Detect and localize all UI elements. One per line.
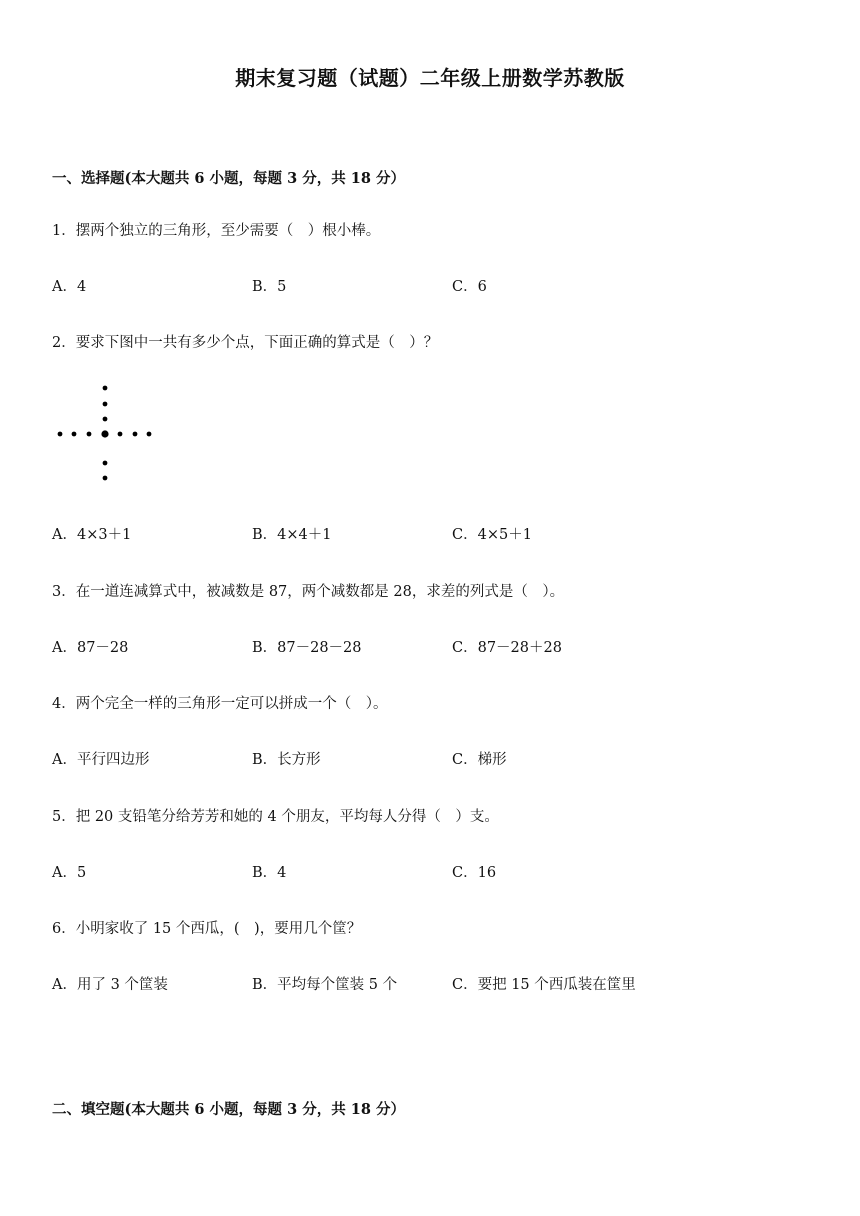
dot bbox=[103, 386, 108, 391]
dot bbox=[103, 476, 108, 481]
option-a: A．用了 3 个筐装 bbox=[52, 977, 168, 993]
dot-cross-figure bbox=[52, 380, 162, 490]
question-2-options bbox=[52, 523, 812, 543]
dot bbox=[118, 432, 123, 437]
option-c: C．6 bbox=[452, 279, 487, 295]
question-3-stem: 3．在一道连减算式中，被减数是 87，两个减数都是 28，求差的列式是（ ）。 bbox=[52, 584, 565, 600]
question-5-stem: 5．把 20 支铅笔分给芳芳和她的 4 个朋友，平均每人分得（ ）支。 bbox=[52, 809, 499, 825]
dot bbox=[72, 432, 77, 437]
question-5-options bbox=[52, 861, 812, 881]
dot bbox=[103, 402, 108, 407]
option-c: C．要把 15 个西瓜装在筐里 bbox=[452, 977, 636, 993]
dot bbox=[87, 432, 92, 437]
option-a: A．87－28 bbox=[52, 640, 129, 656]
option-b: B．5 bbox=[252, 279, 287, 295]
question-6-options bbox=[52, 973, 812, 993]
page-title: 期末复习题（试题）二年级上册数学苏教版 bbox=[235, 66, 625, 90]
question-1-stem: 1．摆两个独立的三角形，至少需要（ ）根小棒。 bbox=[52, 223, 381, 239]
option-b: B．长方形 bbox=[252, 752, 321, 768]
question-3-options bbox=[52, 636, 812, 656]
option-b: B．4×4＋1 bbox=[252, 527, 332, 543]
dot bbox=[103, 461, 108, 466]
option-c: C．16 bbox=[452, 865, 497, 881]
section-heading-fill: 二、填空题(本大题共 6 小题，每题 3 分，共 18 分） bbox=[52, 1101, 406, 1118]
dot bbox=[133, 432, 138, 437]
option-a: A．平行四边形 bbox=[52, 752, 150, 768]
option-b: B．4 bbox=[252, 865, 287, 881]
question-1-options bbox=[52, 275, 812, 295]
question-2-stem: 2．要求下图中一共有多少个点，下面正确的算式是（ ）？ bbox=[52, 335, 439, 351]
option-a: A．5 bbox=[52, 865, 87, 881]
dot bbox=[147, 432, 152, 437]
question-6-stem: 6．小明家收了 15 个西瓜，( )，要用几个筐？ bbox=[52, 921, 362, 937]
center-dot bbox=[101, 430, 108, 437]
option-c: C．87－28＋28 bbox=[452, 640, 562, 656]
section-heading-choice: 一、选择题(本大题共 6 小题，每题 3 分，共 18 分） bbox=[52, 170, 406, 187]
option-c: C．梯形 bbox=[452, 752, 507, 768]
option-b: B．87－28－28 bbox=[252, 640, 362, 656]
option-b: B．平均每个筐装 5 个 bbox=[252, 977, 398, 993]
option-a: A．4×3＋1 bbox=[52, 527, 132, 543]
question-4-options bbox=[52, 748, 812, 768]
dot bbox=[103, 417, 108, 422]
option-c: C．4×5＋1 bbox=[452, 527, 532, 543]
option-a: A．4 bbox=[52, 279, 87, 295]
dot bbox=[58, 432, 63, 437]
question-4-stem: 4．两个完全一样的三角形一定可以拼成一个（ ）。 bbox=[52, 696, 388, 712]
